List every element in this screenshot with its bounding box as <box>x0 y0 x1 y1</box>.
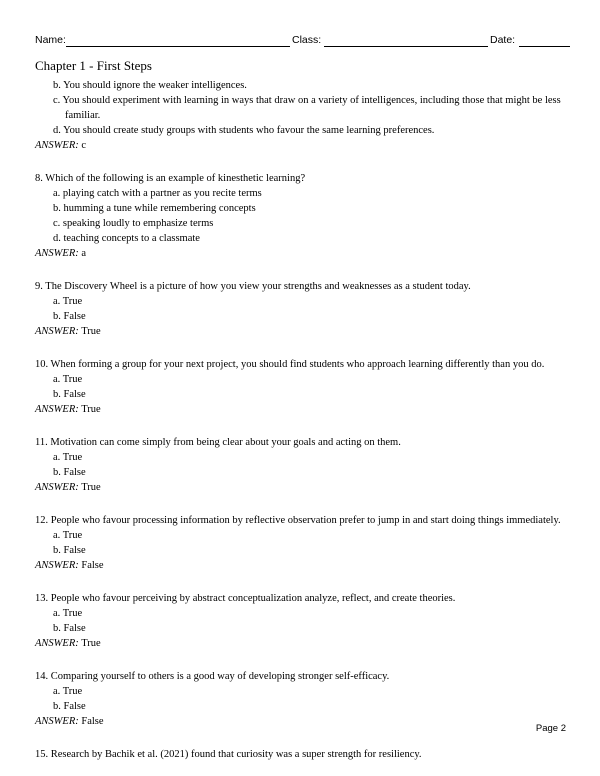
class-line <box>324 46 488 47</box>
answer-label: ANSWER: <box>35 404 79 415</box>
answer-label: ANSWER: <box>35 560 79 571</box>
answer-value: True <box>81 404 101 415</box>
question-9 <box>35 279 570 339</box>
question-stem: 12. People who favour processing information by reflective observation prefer to jump in and start doing things immediately. <box>35 515 561 526</box>
date-label: Date: <box>490 34 516 46</box>
student-info-header <box>35 34 570 50</box>
answer-value: True <box>81 482 101 493</box>
question-stem: 13. People who favour perceiving by abstract conceptualization analyze, reflect, and create theories. <box>35 593 456 604</box>
option: b. False <box>53 701 86 712</box>
option: b. False <box>53 545 86 556</box>
answer-value: True <box>81 638 101 649</box>
answer-value: c <box>81 140 87 151</box>
page-number: Page 2 <box>535 723 566 734</box>
option: a. True <box>53 530 83 541</box>
question-11 <box>35 435 570 495</box>
question-stem: 8. Which of the following is an example of kinesthetic learning? <box>35 173 306 184</box>
answer-line <box>35 558 570 573</box>
option: b. You should ignore the weaker intelligences. <box>53 80 247 91</box>
option: a. True <box>53 296 83 307</box>
option: a. True <box>53 452 83 463</box>
option: b. False <box>53 389 86 400</box>
answer-line <box>35 138 570 153</box>
question-7-continued <box>35 78 570 153</box>
answer-value: False <box>81 560 104 571</box>
answer-value: False <box>81 716 104 727</box>
option: d. teaching concepts to a classmate <box>53 233 200 244</box>
answer-label: ANSWER: <box>35 140 79 151</box>
question-stem: 14. Comparing yourself to others is a good way of developing stronger self-efficacy. <box>35 671 390 682</box>
option: b. humming a tune while remembering concepts <box>53 203 256 214</box>
answer-line <box>35 480 570 495</box>
answer-label: ANSWER: <box>35 326 79 337</box>
question-list <box>35 78 570 762</box>
option: d. You should create study groups with students who favour the same learning preferences. <box>53 125 435 136</box>
answer-line <box>35 402 570 417</box>
answer-line <box>35 324 570 339</box>
answer-label: ANSWER: <box>35 248 79 259</box>
question-13 <box>35 591 570 651</box>
option: b. False <box>53 311 86 322</box>
question-14 <box>35 669 570 729</box>
answer-label: ANSWER: <box>35 482 79 493</box>
question-10 <box>35 357 570 417</box>
date-line <box>519 46 570 47</box>
option: a. True <box>53 374 83 385</box>
name-line <box>66 46 290 47</box>
option: a. True <box>53 608 83 619</box>
answer-value: True <box>81 326 101 337</box>
name-label: Name: <box>35 34 66 46</box>
question-8 <box>35 171 570 261</box>
answer-line <box>35 246 570 261</box>
question-12 <box>35 513 570 573</box>
option: b. False <box>53 467 86 478</box>
option: a. playing catch with a partner as you recite terms <box>53 188 262 199</box>
option: c. speaking loudly to emphasize terms <box>53 218 214 229</box>
question-15 <box>35 747 570 762</box>
answer-line <box>35 714 570 729</box>
question-stem: 15. Research by Bachik et al. (2021) found that curiosity was a super strength for resiliency. <box>35 749 422 760</box>
chapter-title: Chapter 1 - First Steps <box>35 58 152 73</box>
answer-label: ANSWER: <box>35 716 79 727</box>
option: c. You should experiment with learning in ways that draw on a variety of intelligences, including those that might be less familiar. <box>53 95 561 121</box>
answer-label: ANSWER: <box>35 638 79 649</box>
answer-line <box>35 636 570 651</box>
class-label: Class: <box>292 34 322 46</box>
question-stem: 10. When forming a group for your next project, you should find students who approach learning differently than you do. <box>35 359 545 370</box>
option: b. False <box>53 623 86 634</box>
question-stem: 11. Motivation can come simply from being clear about your goals and acting on them. <box>35 437 401 448</box>
question-stem: 9. The Discovery Wheel is a picture of how you view your strengths and weaknesses as a student today. <box>35 281 471 292</box>
answer-value: a <box>81 248 87 259</box>
option: a. True <box>53 686 83 697</box>
